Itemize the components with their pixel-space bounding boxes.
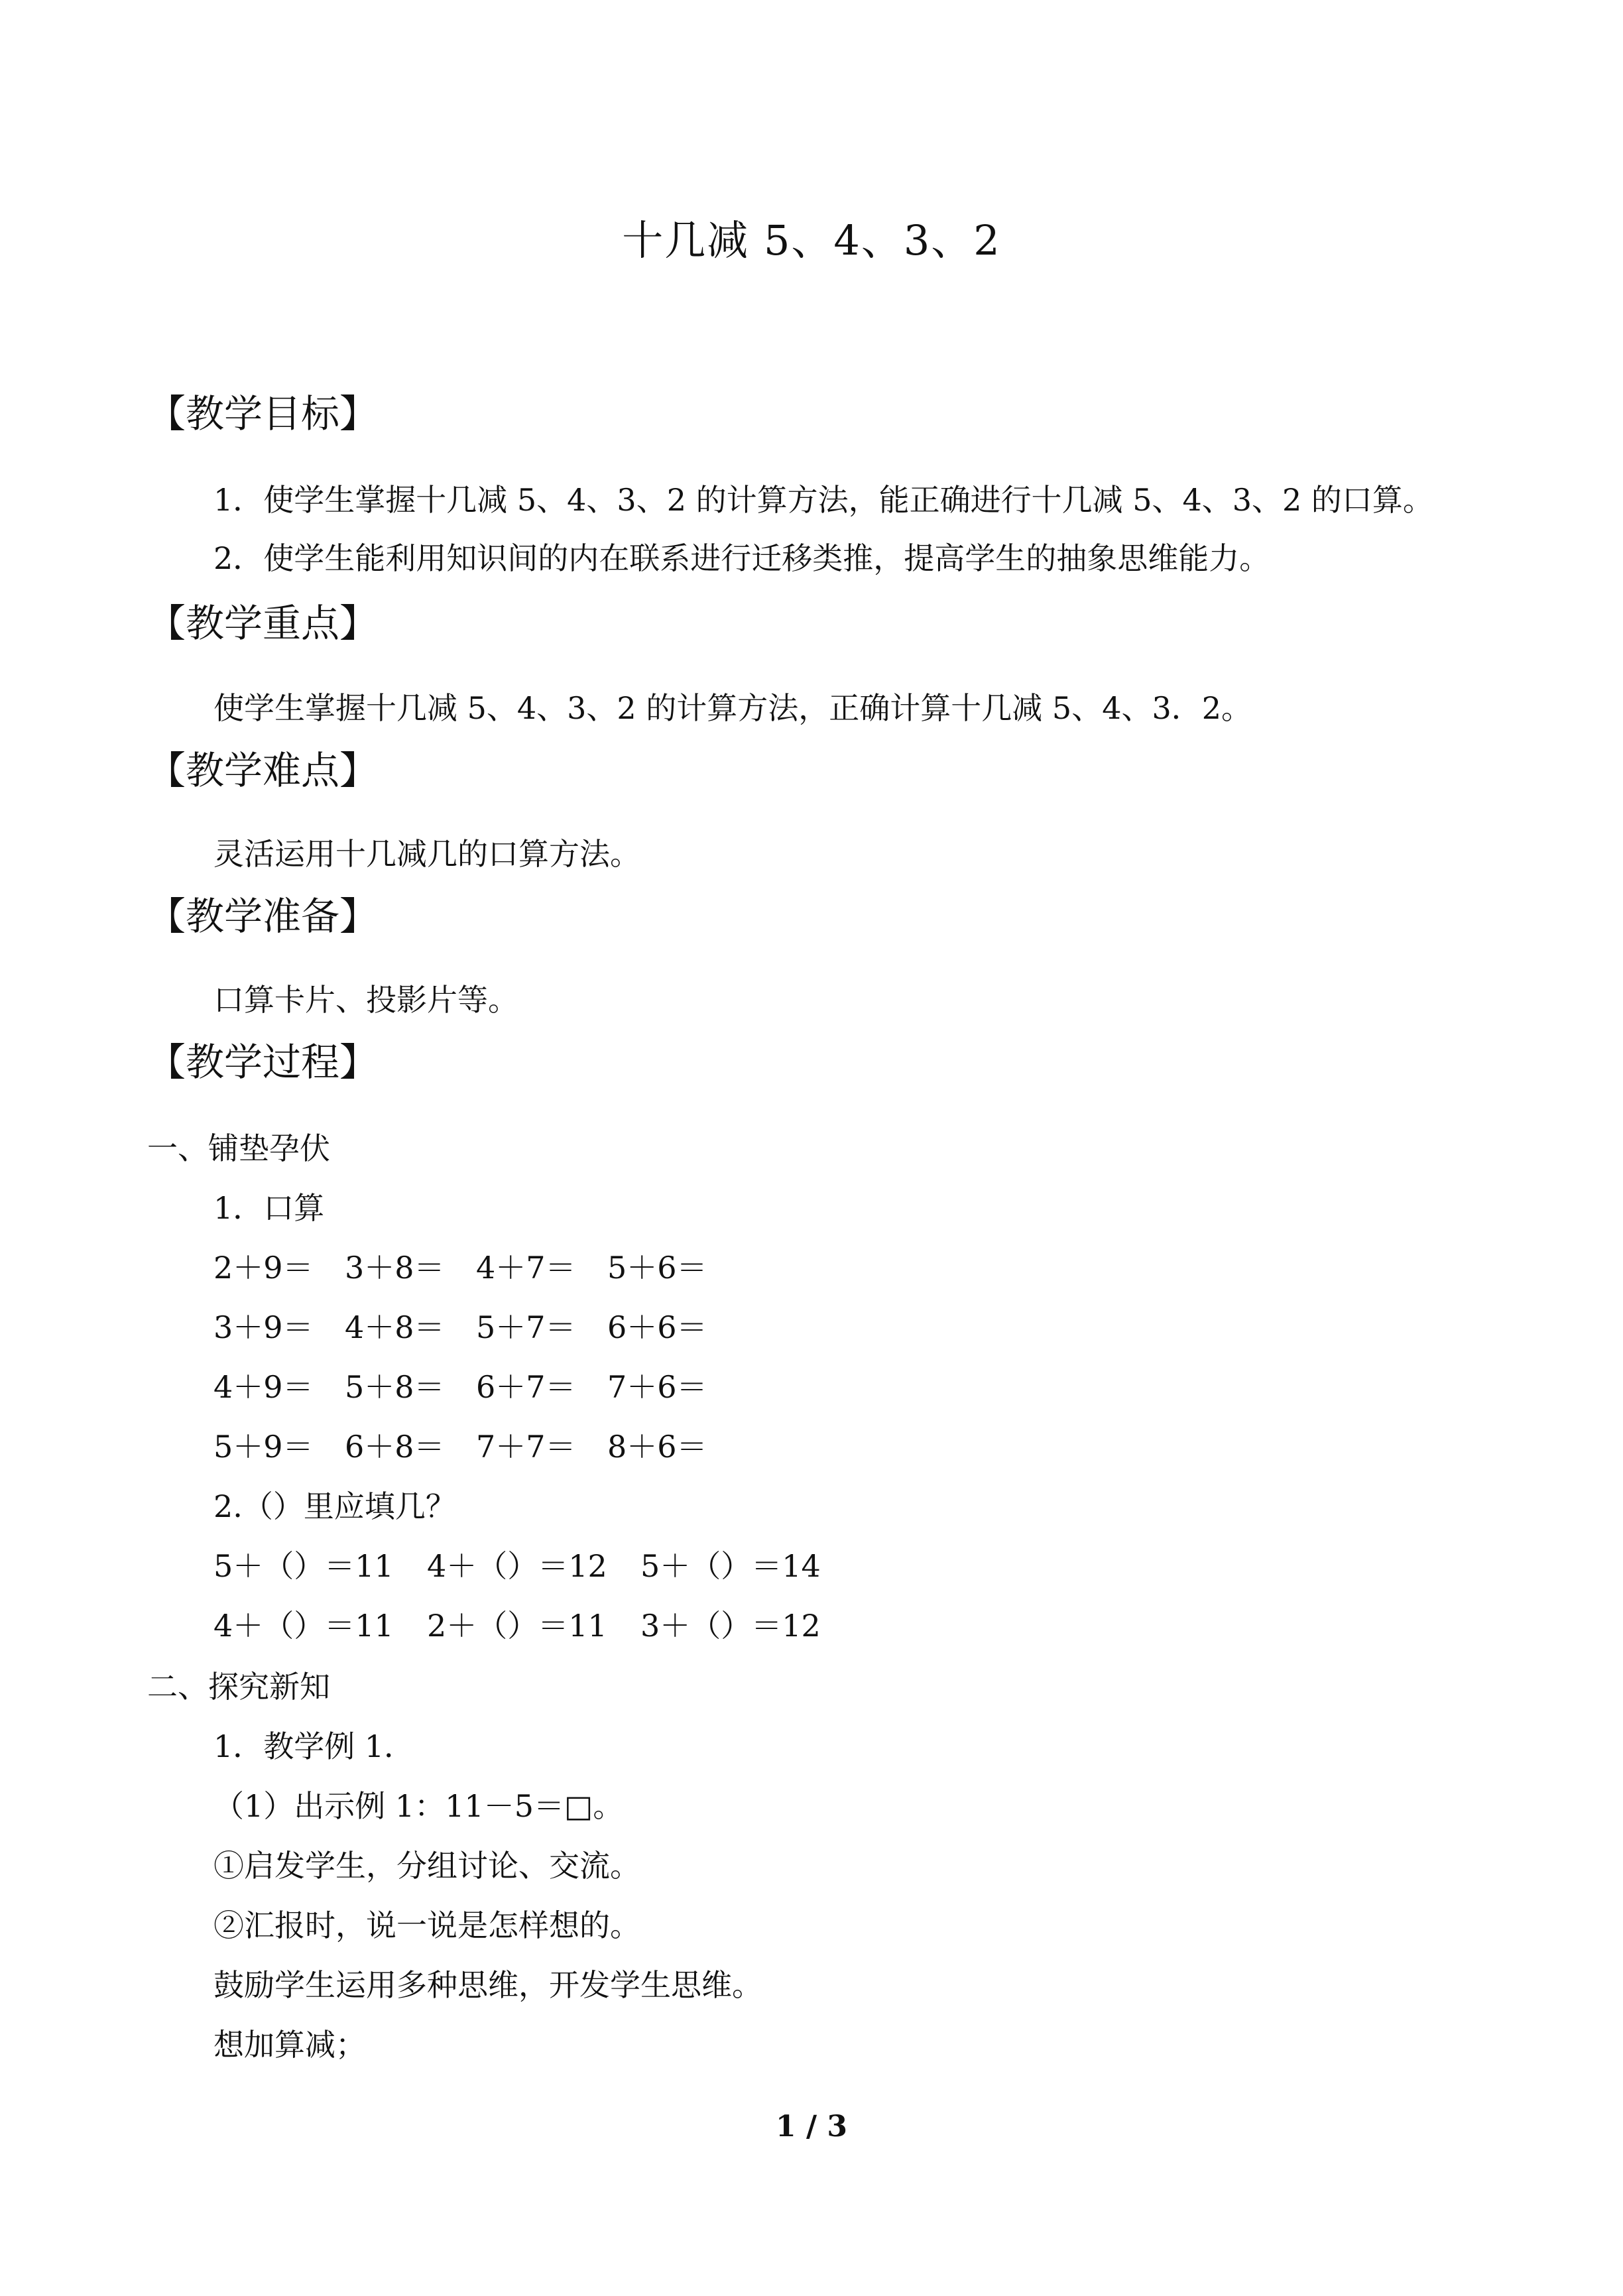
- fill-cell: 4＋（）＝12: [427, 1548, 607, 1584]
- heading-preparation: 【教学准备】: [147, 894, 379, 939]
- preparation-text: 口算卡片、投影片等。: [213, 982, 518, 1018]
- part2-line-3: ①启发学生，分组讨论、交流。: [213, 1848, 640, 1884]
- calc-cell: 6＋7＝: [476, 1369, 576, 1405]
- calc-row-2: [213, 1306, 739, 1349]
- fill-cell: 4＋（）＝11: [213, 1608, 394, 1644]
- heading-difficulties: 【教学难点】: [147, 748, 379, 793]
- fill-row-1: [213, 1545, 854, 1587]
- part2-line-5: 鼓励学生运用多种思维，开发学生思维。: [213, 1967, 762, 2003]
- objective-item-2: 2．使学生能利用知识间的内在联系进行迁移类推，提高学生的抽象思维能力。: [213, 540, 1270, 576]
- fill-cell: 3＋（）＝12: [640, 1608, 821, 1644]
- difficulties-text: 灵活运用十几减几的口算方法。: [213, 836, 640, 872]
- part1-sub2: 2.（）里应填几？: [213, 1488, 456, 1524]
- calc-cell: 4＋8＝: [345, 1309, 445, 1345]
- part2-line-2: （1）出示例 1：11－5＝□。: [213, 1788, 624, 1824]
- page-title: 十几减 5、4、3、2: [622, 216, 1001, 265]
- calc-row-1: [213, 1246, 739, 1289]
- fill-cell: 5＋（）＝14: [640, 1548, 821, 1584]
- calc-row-4: [213, 1425, 739, 1468]
- calc-row-3: [213, 1366, 739, 1408]
- part2-title: 二、探究新知: [147, 1669, 330, 1705]
- part1-title: 一、铺垫孕伏: [147, 1130, 330, 1166]
- part2-line-6: 想加算减；: [213, 2027, 366, 2063]
- calc-cell: 3＋8＝: [345, 1250, 445, 1286]
- page-number: 1 / 3: [776, 2110, 847, 2144]
- heading-objectives: 【教学目标】: [147, 391, 379, 436]
- part2-line-4: ②汇报时，说一说是怎样想的。: [213, 1907, 640, 1943]
- calc-cell: 8＋6＝: [607, 1429, 707, 1465]
- calc-cell: 6＋6＝: [607, 1309, 707, 1345]
- fill-row-2: [213, 1604, 854, 1647]
- part2-line-1: 1．教学例 1．: [213, 1728, 415, 1764]
- calc-cell: 5＋9＝: [213, 1429, 314, 1465]
- calc-cell: 4＋7＝: [476, 1250, 576, 1286]
- calc-cell: 4＋9＝: [213, 1369, 314, 1405]
- calc-cell: 3＋9＝: [213, 1309, 314, 1345]
- calc-cell: 7＋6＝: [607, 1369, 707, 1405]
- fill-cell: 5＋（）＝11: [213, 1548, 394, 1584]
- calc-cell: 6＋8＝: [345, 1429, 445, 1465]
- calc-cell: 7＋7＝: [476, 1429, 576, 1465]
- heading-key-points: 【教学重点】: [147, 601, 379, 646]
- objective-item-1: 1．使学生掌握十几减 5、4、3、2 的计算方法，能正确进行十几减 5、4、3、2 的口算。: [213, 482, 1433, 518]
- calc-cell: 5＋7＝: [476, 1309, 576, 1345]
- calc-cell: 2＋9＝: [213, 1250, 314, 1286]
- heading-process: 【教学过程】: [147, 1040, 379, 1085]
- fill-cell: 2＋（）＝11: [427, 1608, 607, 1644]
- calc-cell: 5＋6＝: [607, 1250, 707, 1286]
- calc-cell: 5＋8＝: [345, 1369, 445, 1405]
- key-points-text: 使学生掌握十几减 5、4、3、2 的计算方法，正确计算十几减 5、4、3．2。: [213, 690, 1252, 726]
- part1-sub1: 1．口算: [213, 1190, 325, 1226]
